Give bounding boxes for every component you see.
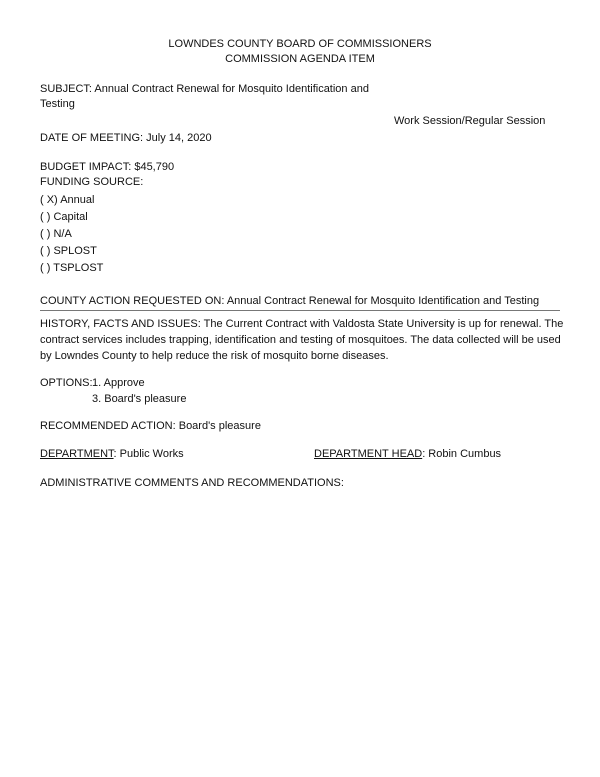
department <box>40 447 184 461</box>
county-action-requested: COUNTY ACTION REQUESTED ON: Annual Contract Renewal for Mosquito Identification and Testing <box>40 295 540 307</box>
session-type: Work Session/Regular Session <box>394 115 546 127</box>
subject-line2: Testing <box>40 98 75 110</box>
funding-option-mark: ( ) <box>40 211 51 223</box>
funding-option-label: Capital <box>53 211 88 223</box>
funding-option-tsplost <box>40 261 103 275</box>
funding-option-splost <box>40 244 97 258</box>
funding-option-mark: ( ) <box>40 245 51 257</box>
history-line2: contract services includes trapping, identification and testing of mosquitoes. The data collected will be used <box>40 334 561 346</box>
budget-impact: BUDGET IMPACT: $45,790 <box>40 161 175 173</box>
funding-option-label: N/A <box>53 228 72 240</box>
funding-option-mark: ( ) <box>40 262 51 274</box>
administrative-comments: ADMINISTRATIVE COMMENTS AND RECOMMENDATIONS: <box>40 477 344 489</box>
section-divider <box>40 310 560 311</box>
funding-option-annual <box>40 193 94 207</box>
funding-option-mark: ( X) <box>40 194 58 206</box>
funding-option-label: TSPLOST <box>53 262 104 274</box>
department-head <box>314 447 501 461</box>
department-value: : Public Works <box>113 448 184 460</box>
options-label: OPTIONS: <box>40 377 93 389</box>
funding-option-label: Annual <box>60 194 95 206</box>
funding-option-mark: ( ) <box>40 228 51 240</box>
header-title: LOWNDES COUNTY BOARD OF COMMISSIONERS <box>168 38 432 50</box>
date-of-meeting: DATE OF MEETING: July 14, 2020 <box>40 132 212 144</box>
subject-line1: SUBJECT: Annual Contract Renewal for Mosquito Identification and <box>40 83 369 95</box>
recommended-action: RECOMMENDED ACTION: Board's pleasure <box>40 420 261 432</box>
department-label: DEPARTMENT <box>40 448 114 460</box>
funding-source-label: FUNDING SOURCE: <box>40 176 144 188</box>
funding-option-na <box>40 227 72 241</box>
funding-option-capital <box>40 210 88 224</box>
option-item-1: 1. Approve <box>92 377 145 389</box>
funding-option-label: SPLOST <box>53 245 97 257</box>
option-item-2: 3. Board's pleasure <box>92 393 187 405</box>
history-line1: HISTORY, FACTS AND ISSUES: The Current Contract with Valdosta State University is up for renewal. The <box>40 318 564 330</box>
department-head-value: : Robin Cumbus <box>422 448 502 460</box>
header-subtitle: COMMISSION AGENDA ITEM <box>225 53 375 65</box>
history-line3: by Lowndes County to help reduce the risk of mosquito borne diseases. <box>40 350 389 362</box>
department-head-label: DEPARTMENT HEAD <box>314 448 423 460</box>
